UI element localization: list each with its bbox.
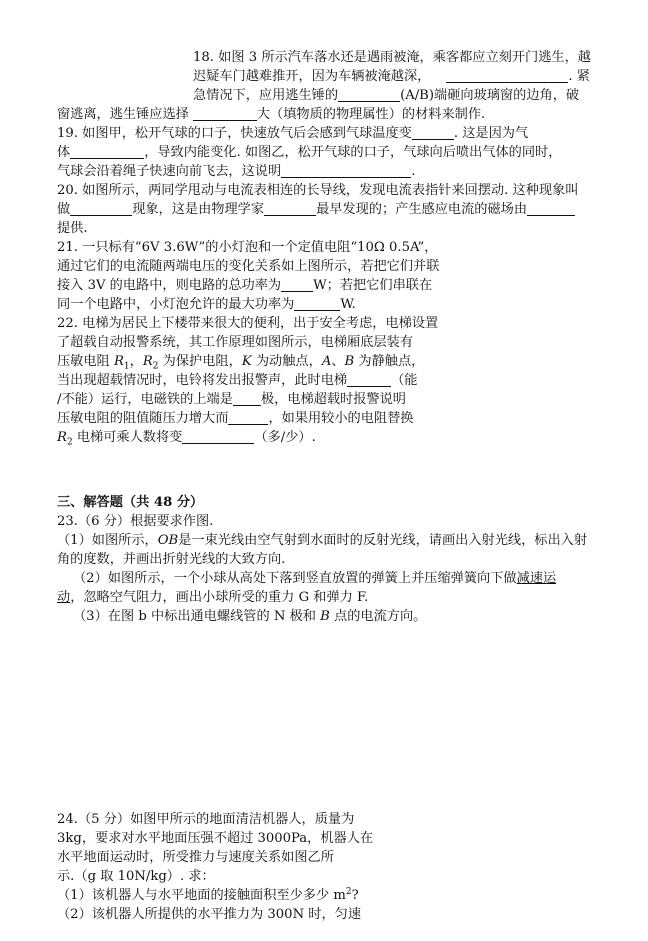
q18-line-4: 窗逃离，逃生锤应选择 大（填物质的物理属性）的材料来制作. — [57, 107, 486, 122]
q22-blank-4[interactable] — [182, 429, 254, 444]
q23-part-2-line-2: 动，忽略空气阻力，画出小球所受的重力 G 和弹力 F. — [57, 590, 369, 605]
q21-line-4: 同一个电路中，小灯泡允许的最大功率为 W. — [57, 297, 356, 312]
q20-line-2: 做 现象，这是由物理学家 最早发现的；产生感应电流的磁场由 — [57, 200, 575, 219]
q21-blank-2[interactable] — [294, 296, 340, 311]
q18-line-1: 18. 如图 3 所示汽车落水还是遇雨被淹，乘客都应立刻开门逃生，越 — [193, 50, 591, 65]
q24-line-3: 水平地面运动时，所受推力与速度关系如图乙所 — [57, 850, 334, 865]
q20-blank-1[interactable] — [70, 201, 132, 216]
q22-line-3: 压敏电阻 $R_1$，$R_2$ 为保护电阻，K 为动触点，A、B 为静触点， — [57, 354, 425, 372]
q22-blank-3[interactable] — [228, 410, 268, 425]
q23-part-1-line-1: （1）如图所示，OB是一束光线由空气射到水面时的反射光线，请画出入射光线，标出入射 — [57, 533, 588, 548]
q24-line-6: （2）该机器人所提供的水平推力为 300N 时，匀速 — [57, 907, 362, 922]
q24-line-4: 示.（g 取 10N/kg）. 求： — [57, 869, 215, 884]
q19-blank-1[interactable] — [412, 125, 454, 140]
q19-line-1: 19. 如图甲，松开气球的口子，快速放气后会感到气球温度变 . 这是因为气 — [57, 126, 529, 141]
q19-blank-3[interactable] — [281, 163, 411, 178]
q22-line-6: 压敏电阻的阻值随压力增大而 ，如果用较小的电阻替换 — [57, 411, 414, 426]
q22-line-5: /不能）运行，电磁铁的上端是 极，电梯超载时报警说明 — [57, 392, 406, 407]
q21-line-2: 通过它们的电流随两端电压的变化关系如上图所示，若把它们并联 — [57, 259, 440, 274]
q18-line-3: 急情况下，应用逃生锤的 (A/B)端砸向玻璃窗的边角，破 — [193, 88, 580, 103]
q18-line-2: 迟疑车门越难推开，因为车辆被淹越深， . 紧 — [193, 69, 590, 84]
q22-line-7: $R_2$ 电梯可乘人数将变 （多/少）. — [57, 430, 316, 448]
q19-line-2: 体 ，导致内能变化. 如图乙，松开气球的口子，气球向后喷出气体的同时， — [57, 145, 562, 160]
q18-blank-2[interactable] — [338, 87, 400, 102]
q24-line-2: 3kg，要求对水平地面压强不超过 3000Pa，机器人在 — [57, 831, 374, 846]
q22-blank-1[interactable] — [347, 372, 391, 387]
q23-part-2-line-1: （2）如图所示，一个小球从高处下落到竖直放置的弹簧上并压缩弹簧向下做减速运 — [73, 571, 557, 586]
q20-blank-3[interactable] — [527, 201, 575, 216]
q21-line-1: 21. 一只标有“6V 3.6W”的小灯泡和一个定值电阻“10Ω 0.5A”， — [57, 240, 438, 255]
q22-blank-2[interactable] — [233, 391, 261, 406]
q22-line-1: 22. 电梯为居民上下楼带来很大的便利，出于安全考虑，电梯设置 — [57, 316, 439, 331]
q24-line-5: （1）该机器人与水平地面的接触面积至少多少 $m^2$? — [57, 887, 359, 903]
q20-line-3: 提供. — [57, 221, 88, 236]
q24-line-1: 24.（5 分）如图甲所示的地面清洁机器人，质量为 — [57, 812, 355, 827]
q23-part-3: （3）在图 b 中标出通电螺线管的 N 极和 B 点的电流方向。 — [73, 609, 427, 624]
q18-blank-3[interactable] — [193, 106, 257, 121]
section-3-title: 三、解答题（共 48 分） — [57, 495, 204, 510]
q21-blank-1[interactable] — [281, 277, 313, 292]
q22-line-2: 了超载自动报警系统，其工作原理如图所示，电梯厢底层装有 — [57, 335, 414, 350]
q19-line-3: 气球会沿着绳子快速向前飞去，这说明 . — [57, 164, 416, 179]
q20-line-1: 20. 如图所示，两同学甩动与电流表相连的长导线，发现电流表指针来回摆动. 这种现象叫 — [57, 183, 579, 198]
q21-line-3: 接入 3V 的电路中，则电路的总功率为 W；若把它们串联在 — [57, 278, 433, 293]
q23-heading: 23.（6 分）根据要求作图. — [57, 514, 214, 529]
q19-blank-2[interactable] — [70, 144, 144, 159]
q22-line-4: 当出现超载情况时，电铃将发出报警声，此时电梯 （能 — [57, 373, 418, 388]
q23-part-1-line-2: 角的度数，并画出折射光线的大致方向. — [57, 552, 286, 567]
q20-blank-2[interactable] — [264, 201, 316, 216]
q18-blank-1[interactable] — [446, 68, 568, 83]
